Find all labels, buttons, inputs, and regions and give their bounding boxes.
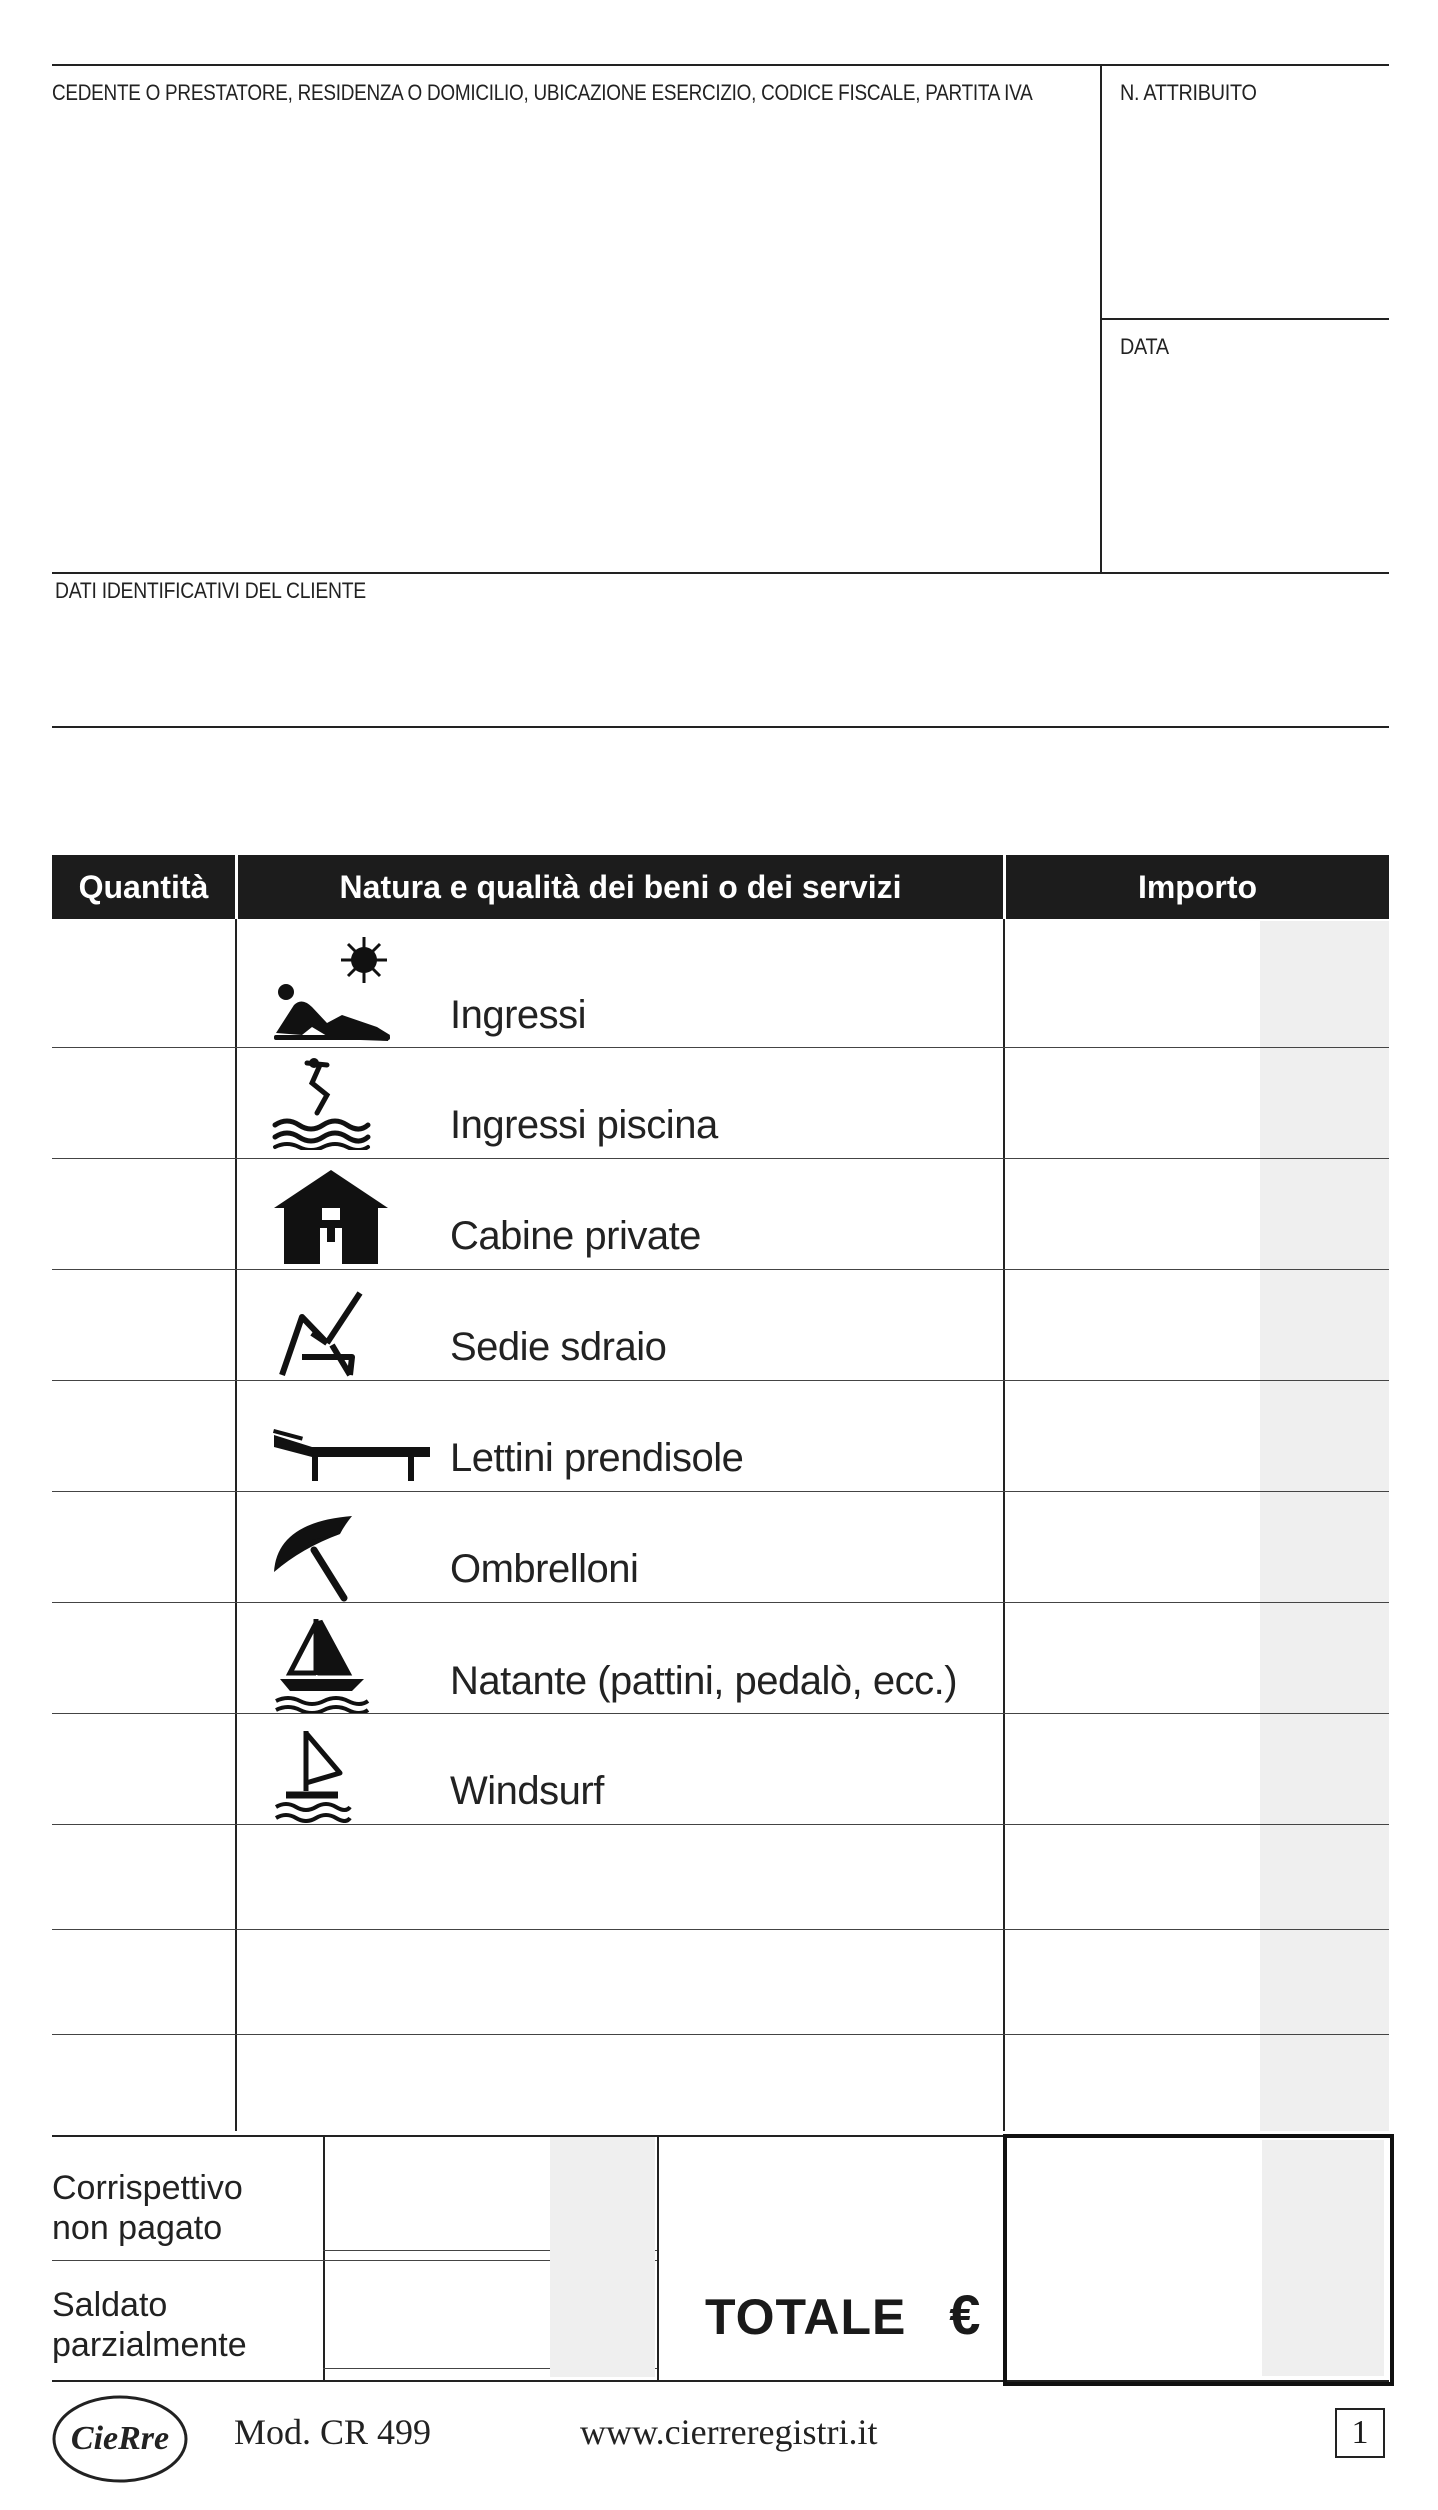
date-separator bbox=[1100, 318, 1389, 320]
cabin-house-icon bbox=[272, 1168, 390, 1266]
row-label-ombrelloni: Ombrelloni bbox=[450, 1547, 639, 1591]
windsurf-icon bbox=[272, 1727, 352, 1823]
row-label-lettini-prendisole: Lettini prendisole bbox=[450, 1436, 744, 1480]
pool-diver-icon bbox=[272, 1055, 372, 1150]
column-header-quantity: Quantità bbox=[78, 869, 209, 905]
seller-field-label: CEDENTE O PRESTATORE, RESIDENZA O DOMICILIO, UBICAZIONE ESERCIZIO, CODICE FISCALE, PARTITA IVA bbox=[52, 80, 1033, 105]
row-label-ingressi: Ingressi bbox=[450, 993, 587, 1037]
client-bottom-border bbox=[52, 726, 1389, 728]
totals-sep-2 bbox=[657, 2135, 659, 2381]
column-header-amount: Importo bbox=[1137, 869, 1258, 905]
sunbed-icon bbox=[272, 1425, 432, 1485]
row-label-natante: Natante (pattini, pedalò, ecc.) bbox=[450, 1659, 958, 1703]
euro-symbol: € bbox=[949, 2283, 982, 2346]
unpaid-label bbox=[52, 2168, 243, 2248]
table-col-line-1 bbox=[235, 919, 237, 2131]
sailboat-icon bbox=[272, 1615, 372, 1713]
unpaid-label-line1: Corrispettivo bbox=[52, 2169, 243, 2207]
client-field[interactable] bbox=[52, 606, 1389, 724]
unpaid-label-line2: non pagato bbox=[52, 2209, 223, 2247]
partial-amount-field[interactable] bbox=[326, 2262, 656, 2366]
quantity-cell[interactable] bbox=[52, 921, 234, 2133]
beach-umbrella-icon bbox=[272, 1512, 367, 1602]
number-field[interactable] bbox=[1103, 110, 1388, 315]
partial-label-line2: parzialmente bbox=[52, 2326, 247, 2364]
row-label-ingressi-piscina: Ingressi piscina bbox=[450, 1103, 718, 1147]
top-border bbox=[52, 64, 1389, 66]
total-label bbox=[705, 2282, 981, 2347]
deck-chair-icon bbox=[272, 1287, 367, 1379]
page-number: 1 bbox=[1351, 2414, 1369, 2451]
cierre-logo bbox=[50, 2393, 190, 2485]
row-label-sedie-sdraio: Sedie sdraio bbox=[450, 1325, 667, 1369]
client-field-label: DATI IDENTIFICATIVI DEL CLIENTE bbox=[55, 578, 366, 603]
total-text: TOTALE bbox=[705, 2289, 907, 2345]
page-number-box bbox=[1335, 2408, 1385, 2458]
date-field[interactable] bbox=[1103, 362, 1388, 570]
description-cell-blank[interactable] bbox=[238, 1826, 1002, 2133]
seller-field[interactable] bbox=[52, 110, 1097, 570]
column-header-description: Natura e qualità dei beni o dei servizi bbox=[339, 869, 902, 905]
svg-text:CieRre: CieRre bbox=[70, 2420, 170, 2457]
number-field-label: N. ATTRIBUITO bbox=[1120, 80, 1257, 105]
header-bottom-border bbox=[52, 572, 1389, 574]
row-label-cabine-private: Cabine private bbox=[450, 1214, 701, 1258]
amount-cell[interactable] bbox=[1006, 921, 1389, 2133]
partial-label-line1: Saldato bbox=[52, 2286, 168, 2324]
table-col-line-2 bbox=[1003, 919, 1005, 2131]
totals-sep-1 bbox=[323, 2135, 325, 2381]
total-decimal-shade bbox=[1262, 2140, 1384, 2376]
unpaid-amount-field[interactable] bbox=[326, 2138, 656, 2248]
date-field-label: DATA bbox=[1120, 334, 1169, 359]
model-number: Mod. CR 499 bbox=[234, 2412, 432, 2452]
sunbather-icon bbox=[272, 935, 402, 1045]
row-label-windsurf: Windsurf bbox=[450, 1769, 604, 1813]
website-url[interactable]: www.cierreregistri.it bbox=[580, 2412, 878, 2452]
partial-label bbox=[52, 2285, 247, 2365]
